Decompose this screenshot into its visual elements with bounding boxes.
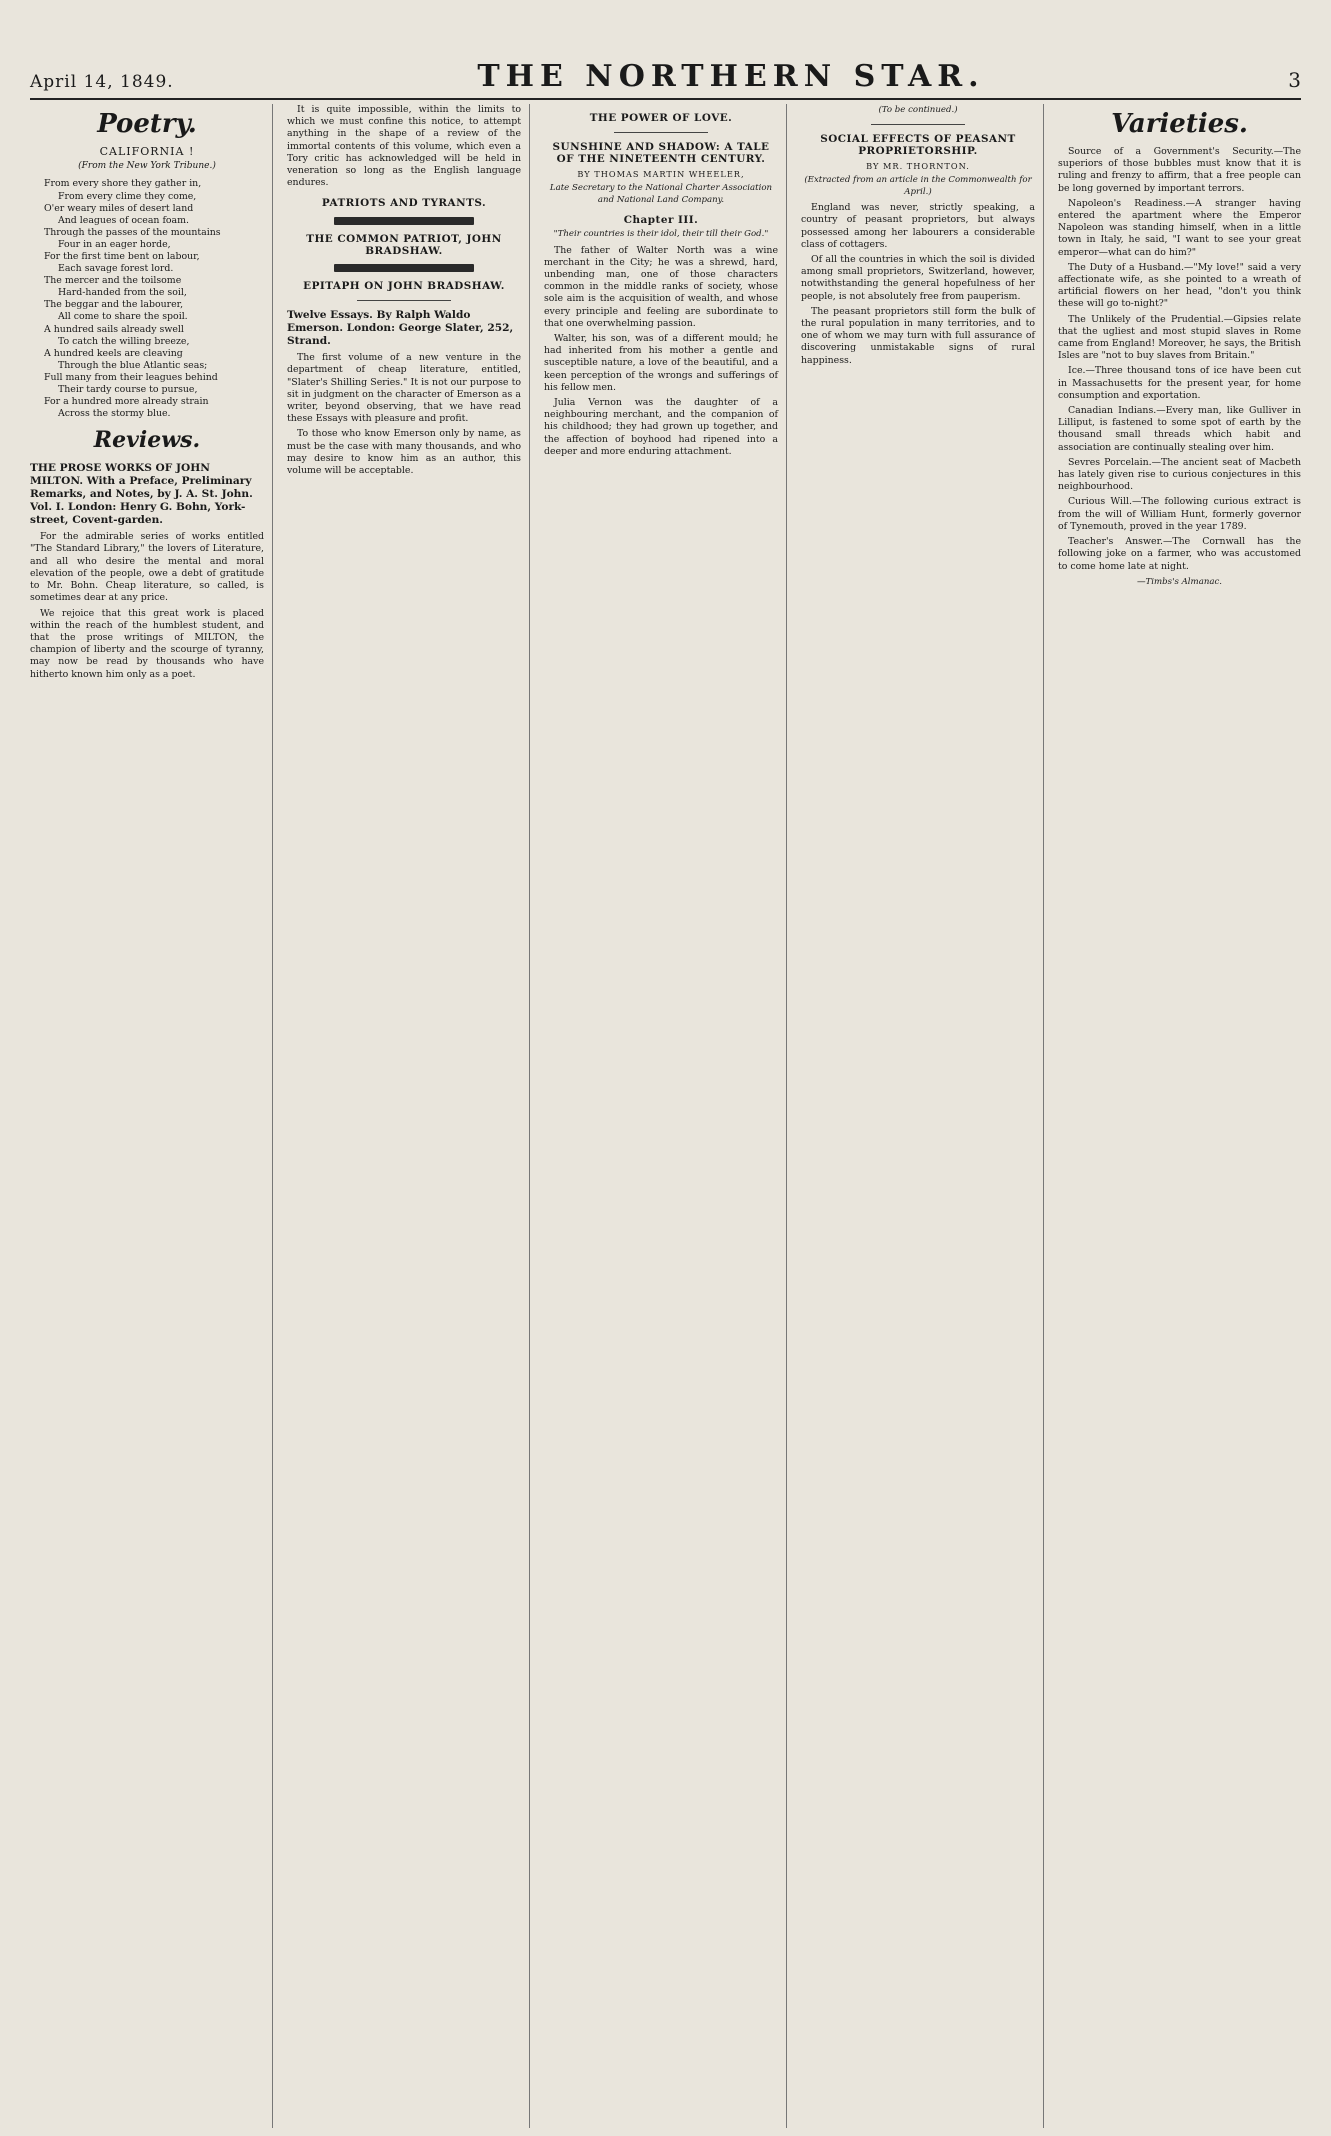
serial-chapter: Chapter III. [623,214,699,227]
varieties-heading: Varieties. [1111,109,1248,139]
column-3 [544,104,787,2128]
poem-line: From every shore they gather in, [44,178,202,190]
review-paragraph: We rejoice that this great work is placed within the reach of the humblest student, and that the prose writings of MILTON, the champion of liberty and the scourge of tyranny, may now be read by thousands who have hitherto known him only as a poet. [30,607,264,680]
variety-item: The Unlikely of the Prudential.—Gipsies relate that the ugliest and most stupid slaves in Rome came from England! Moreover, he says, the British Isles are "not to buy slaves from Britain." [1058,313,1301,362]
social-paragraph: Of all the countries in which the soil is divided among small proprietors, Switzerland, however, notwithstanding the general hopefulness of her people, is not absolutely free from pauperism. [801,254,1035,302]
serial-epigraph: "Their countries is their idol, their till their God." [553,229,769,240]
serial-paragraph: The father of Walter North was a wine merchant in the City; he was a shrewd, hard, unbending man, one of those characters common in the middle ranks of society, whose sole aim is the acquisition of wealth, and whose every principle and feeling are subordinate to that one overwhelming passion. [544,244,778,329]
variety-item: Canadian Indians.—Every man, like Gulliver in Lilliput, is fastened to some spot of earth by the thousand small threads which habit and association are continually stealing over him. [1058,405,1301,453]
review-title: THE PROSE WORKS OF JOHN MILTON. With a Preface, Preliminary Remarks, and Notes, by J. A. St. John. Vol. I. London: Henry G. Bohn, York-street, Covent-garden. [30,462,253,527]
variety-item: Napoleon's Readiness.—A stranger having entered the apartment where the Emperor Napoleon was standing himself, when in a little town in Italy, he said, "I want to see your great emperor—what can do him?" [1058,197,1301,258]
poem-line: All come to share the spoil. [58,311,188,323]
column-4 [801,104,1044,2128]
poem-line: From every clime they come, [58,190,197,202]
social-source: (Extracted from an article in the Commonwealth for April.) [804,174,1032,198]
serial-paragraph: Julia Vernon was the daughter of a neighbouring merchant, and the companion of his childhood; they had grown up together, and the affection of boyhood had ripened into a deeper and more enduring attachment. [544,397,778,457]
social-paragraph: England was never, strictly speaking, a country of peasant proprietors, but always possessed among her labourers a considerable class of cottagers. [801,202,1035,250]
serial-byline: BY THOMAS MARTIN WHEELER, [577,168,745,179]
variety-item: The Duty of a Husband.—"My love!" said a very affectionate wife, as she pointed to a wreath of artificial flowers on her head, "don't you think these will go to-night?" [1058,261,1301,310]
page-number: 3 [1288,68,1301,92]
essays-paragraph: The first volume of a new venture in the department of cheap literature, entitled, "Slater's Shilling Series." It is not our purpose to sit in judgment on the character of Emerson as a writer, beyond observing, that we have read these Essays with pleasure and profit. [287,352,521,425]
variety-item: Ice.—Three thousand tons of ice have been cut in Massachusetts for the present year, for home consumption and exportation. [1058,365,1301,401]
poem-line: Across the stormy blue. [58,408,171,420]
variety-item: Source of a Government's Security.—The superiors of those bubbles must know that it is ruling and frenzy to affirm, that a free people can be long governed by important terrors. [1058,146,1301,194]
column-1 [30,104,273,2128]
review-subheading: THE COMMON PATRIOT, JOHN BRADSHAW. [306,232,502,257]
divider [871,124,965,125]
poem-line: Full many from their leagues behind [44,371,218,383]
column-2 [287,104,530,2128]
review-paragraph: For the admirable series of works entitled "The Standard Library," the lovers of Literature, and all who desire the mental and moral elevation of the people, owe a debt of gratitude to Mr. Bohn. Cheap literature, so called, is sometimes dear at any price. [30,531,264,604]
issue-date: April 14, 1849. [30,72,174,92]
social-byline: BY MR. THORNTON. [866,160,970,171]
column-5 [1058,104,1301,2128]
reviews-heading: Reviews. [93,427,201,454]
masthead [30,58,1301,100]
text-block-placeholder [334,217,474,225]
serial-affiliation: Late Secretary to the National Charter Association and National Land Company. [549,182,773,206]
poem-line: Their tardy course to pursue, [58,384,198,395]
variety-item: Sevres Porcelain.—The ancient seat of Macbeth has lately given rise to curious conjectures in this neighbourhood. [1058,456,1301,493]
poem-line: Through the blue Atlantic seas; [58,359,208,371]
poem-line: Four in an eager horde, [58,238,171,250]
social-title: SOCIAL EFFECTS OF PEASANT PROPRIETORSHIP. [820,133,1016,158]
variety-item: Curious Will.—The following curious extract is from the will of William Hunt, formerly governor of Tynemouth, proved in the year 1789. [1058,496,1301,532]
poem-line: And leagues of ocean foam. [58,214,190,226]
social-paragraph: The peasant proprietors still form the bulk of the rural population in many territories, and to one of whom we may turn with full assurance of discovering unmistakable signs of rural happiness. [801,305,1035,366]
review-paragraph: It is quite impossible, within the limits to which we must confine this notice, to attempt anything in the shape of a review of the immortal contents of this volume, which even a Tory critic has acknowledged will be held in veneration so long as the English language endures. [287,104,521,189]
serial-paragraph: Walter, his son, was of a different mould; he had inherited from his mother a gentle and susceptible nature, a love of the beautiful, and a keen perception of the wrongs and sufferings of his fellow men. [544,333,778,393]
poem-title: CALIFORNIA ! [99,145,195,158]
text-block-placeholder [334,264,474,272]
newspaper-title: THE NORTHERN STAR. [477,59,985,94]
serial-continued: (To be continued.) [878,105,958,115]
poem-line: For the first time bent on labour, [44,250,200,262]
poem-line: Hard-handed from the soil, [58,287,187,299]
essays-title: Twelve Essays. By Ralph Waldo Emerson. London: George Slater, 252, Strand. [287,309,514,348]
poem-source: (From the New York Tribune.) [78,161,216,172]
text-columns [30,104,1301,2128]
poetry-heading: Poetry. [97,109,197,139]
poem-stanza [30,178,264,420]
divider [357,300,451,301]
poem-line: The beggar and the labourer, [44,299,184,311]
poem-line: Through the passes of the mountains [44,226,221,238]
varieties-closing: —Timbs's Almanac. [1136,576,1223,587]
variety-item: Teacher's Answer.—The Cornwall has the following joke on a farmer, who was accustomed to come home late at night. [1058,536,1301,572]
divider [614,132,708,133]
poem-line: To catch the willing breeze, [58,335,190,347]
poem-line: O'er weary miles of desert land [44,202,194,214]
essays-subheading: THE POWER OF LOVE. [589,112,733,124]
poem-line: A hundred keels are cleaving [44,347,183,359]
poem-line: For a hundred more already strain [44,396,209,408]
review-subheading: PATRIOTS AND TYRANTS. [321,197,487,210]
essays-paragraph: To those who know Emerson only by name, as must be the case with many thousands, and who may desire to know him as an author, this volume will be acceptable. [287,428,521,477]
review-subheading: EPITAPH ON JOHN BRADSHAW. [303,280,505,293]
poem-line: Each savage forest lord. [58,263,174,275]
poem-line: A hundred sails already swell [44,323,184,335]
serial-title: SUNSHINE AND SHADOW: A TALE OF THE NINETEENTH CENTURY. [552,141,770,166]
poem-line: The mercer and the toilsome [44,275,182,287]
